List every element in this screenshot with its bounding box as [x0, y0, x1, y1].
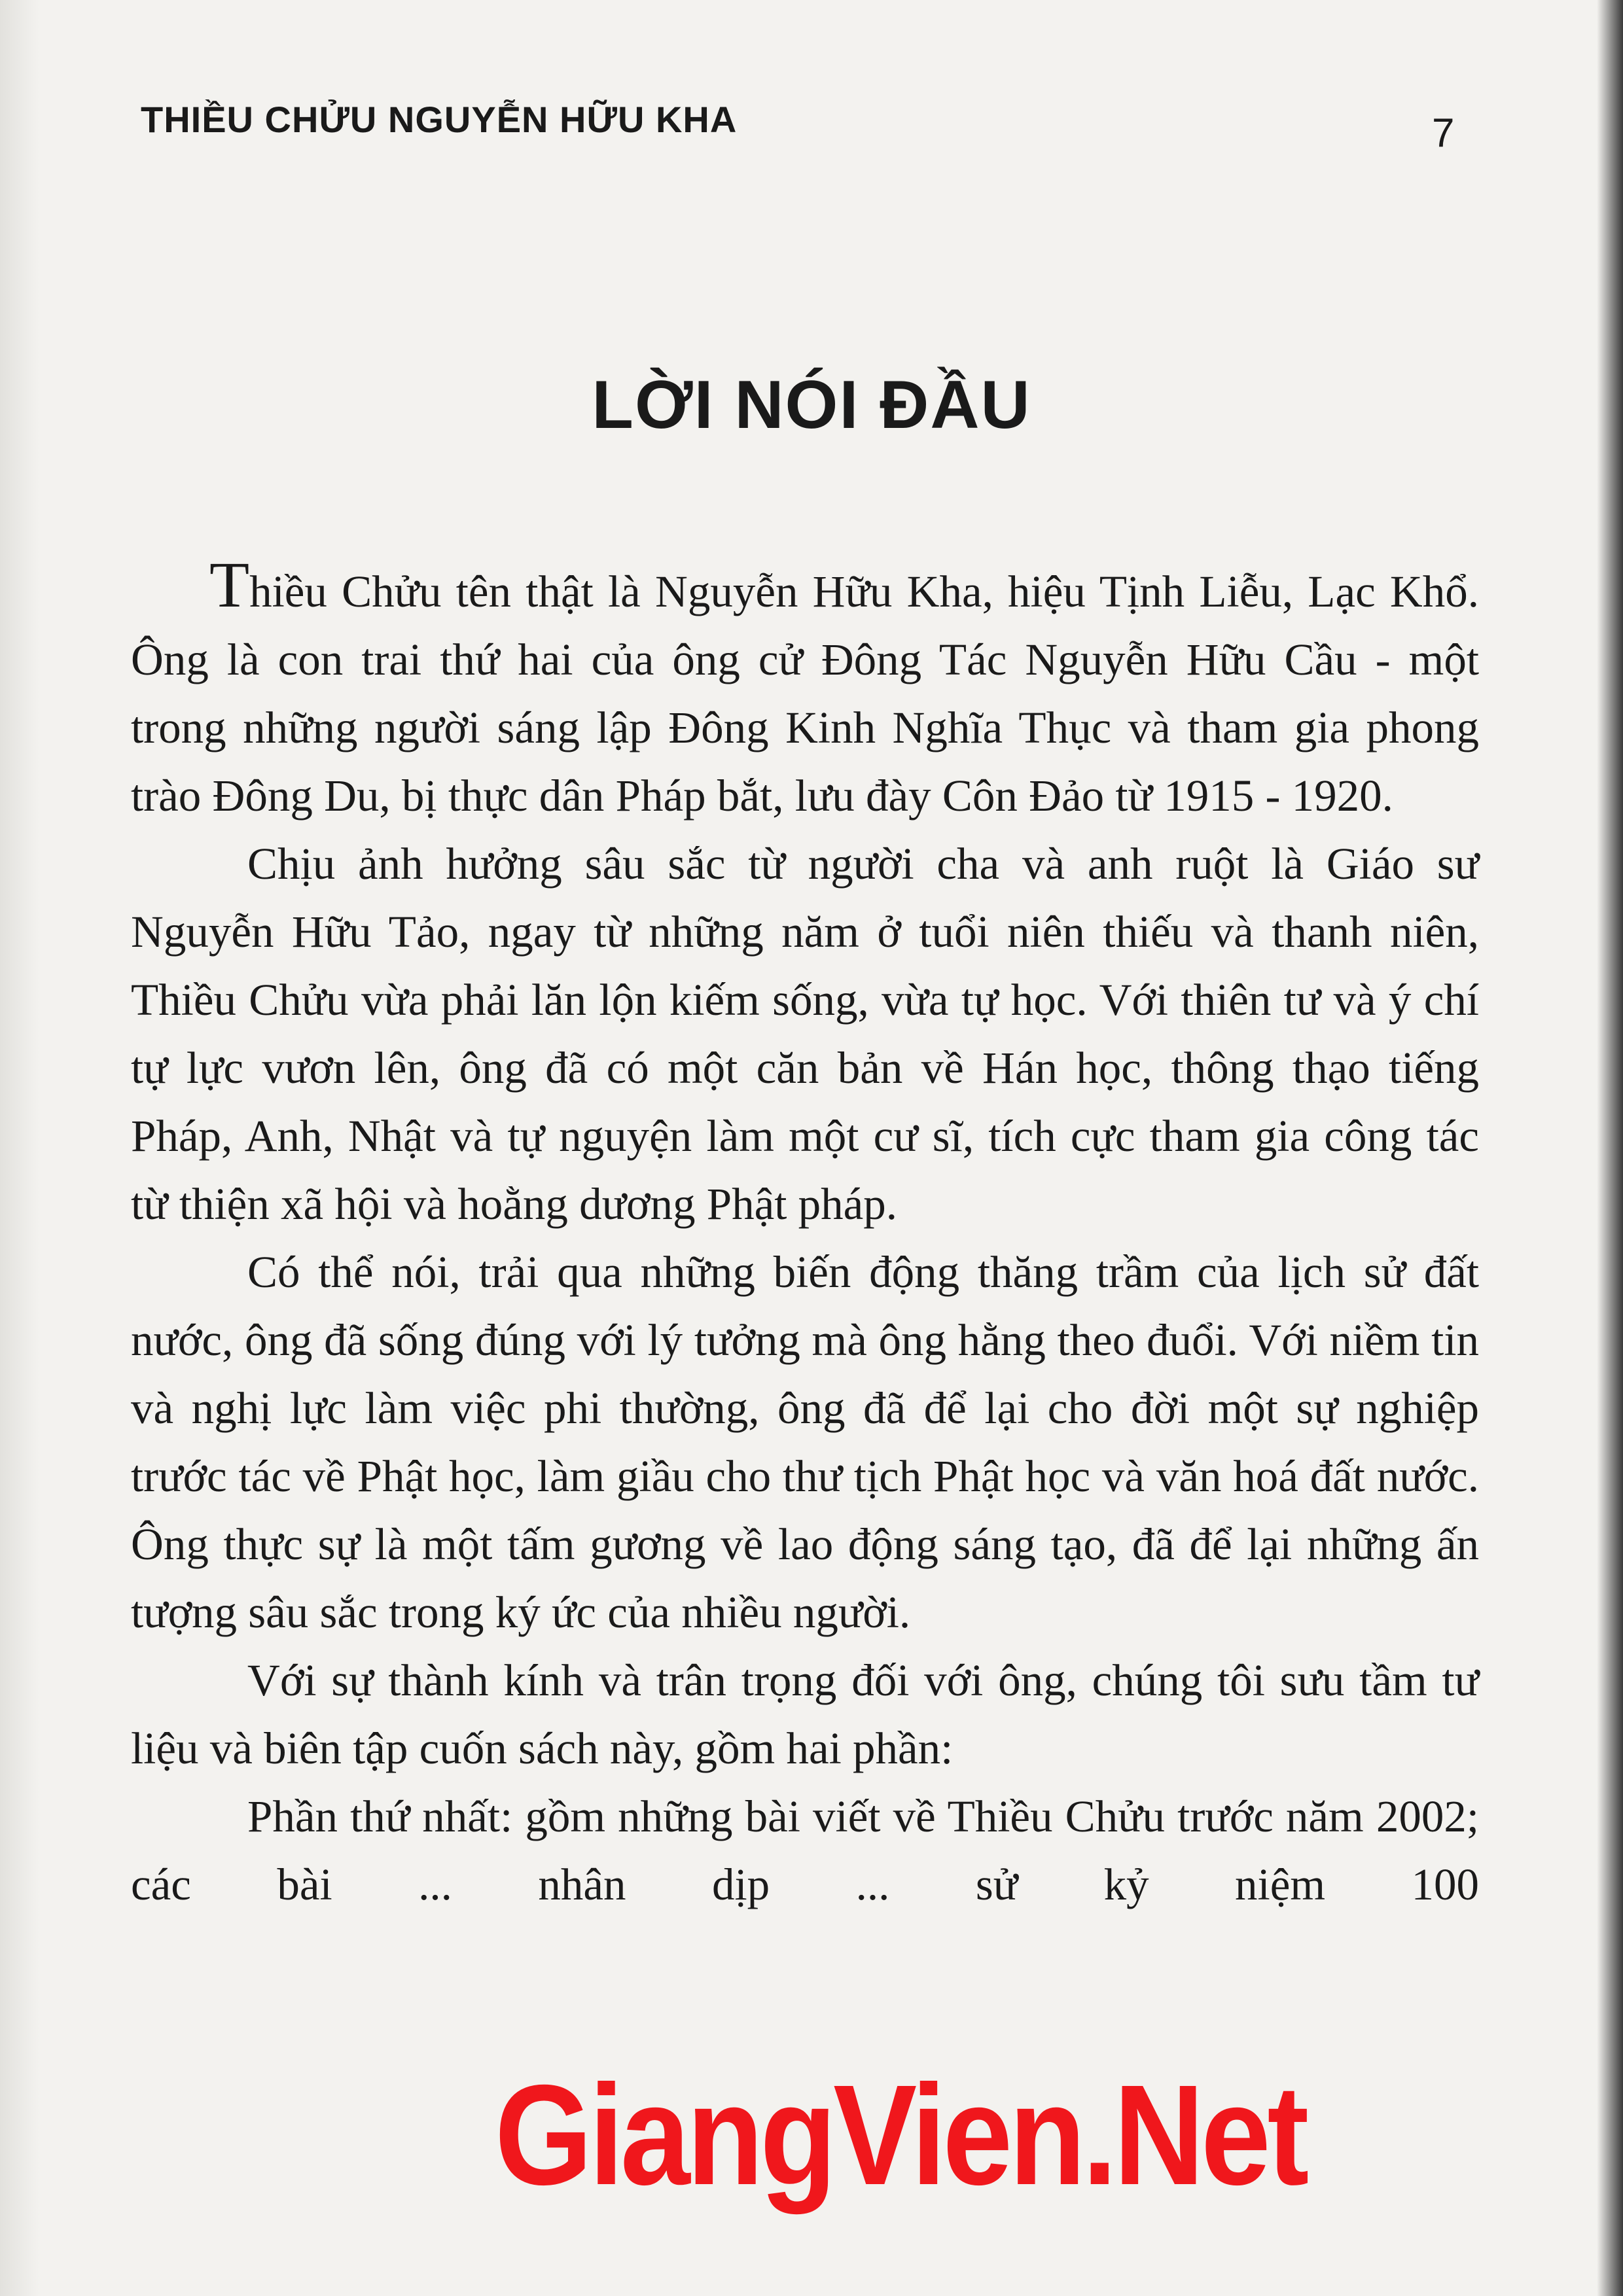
paragraph-1: [131, 548, 1479, 830]
watermark-logo: GiangVien.Net: [495, 2056, 1306, 2215]
running-head: THIỀU CHỬU NGUYỄN HỮU KHA: [141, 99, 738, 140]
paragraph-text: hiều Chửu tên thật là Nguyễn Hữu Kha, hiệu Tịnh Liễu, Lạc Khổ. Ông là con trai thứ hai của ông cử Đông Tác Nguyễn Hữu Cầu - một trong những người sáng lập Đông Kinh Nghĩa Thục và tham gia phong trào Đông Du, bị thực dân Pháp bắt, lưu đày Côn Đảo từ 1915 - 1920.: [131, 567, 1479, 821]
page-edge: [1597, 0, 1623, 2296]
page-number: 7: [1432, 111, 1455, 156]
chapter-title: LỜI NÓI ĐẦU: [592, 367, 1031, 443]
page-gutter-shadow: [0, 0, 39, 2296]
paragraph-4: Với sự thành kính và trân trọng đối với ông, chúng tôi sưu tầm tư liệu và biên tập cuốn sách này, gồm hai phần:: [131, 1655, 1479, 1773]
paragraph-3: Có thể nói, trải qua những biến động thăng trầm của lịch sử đất nước, ông đã sống đúng với lý tưởng mà ông hằng theo đuổi. Với niềm tin và nghị lực làm việc phi thường, ông đã để lại cho đời một sự nghiệp trước tác về Phật học, làm giầu cho thư tịch Phật học và văn hoá đất nước. Ông thực sự là một tấm gương về lao động sáng tạo, đã để lại những ấn tượng sâu sắc trong ký ức của nhiều người.: [131, 1247, 1479, 1637]
paragraph-5: Phần thứ nhất: gồm những bài viết về Thiều Chửu trước năm 2002; các bài ... nhân dịp ... sử kỷ niệm 100: [131, 1792, 1479, 1909]
body-text: [131, 548, 1479, 1918]
drop-cap: T: [209, 548, 250, 621]
paragraph-2: Chịu ảnh hưởng sâu sắc từ người cha và anh ruột là Giáo sư Nguyễn Hữu Tảo, ngay từ những năm ở tuổi niên thiếu và thanh niên, Thiều Chửu vừa phải lăn lộn kiếm sống, vừa tự học. Với thiên tư và ý chí tự lực vươn lên, ông đã có một căn bản về Hán học, thông thạo tiếng Pháp, Anh, Nhật và tự nguyện làm một cư sĩ, tích cực tham gia công tác từ thiện xã hội và hoằng dương Phật pháp.: [131, 839, 1479, 1229]
